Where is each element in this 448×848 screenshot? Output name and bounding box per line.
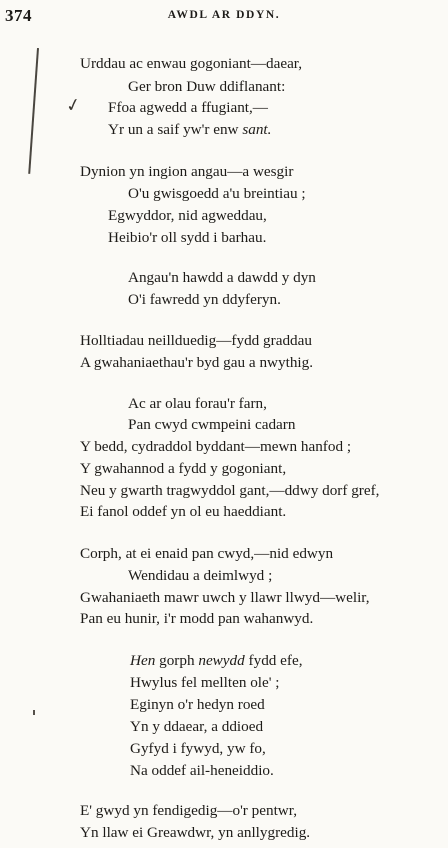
poem-line: Eginyn o'r hedyn roed	[130, 696, 265, 713]
poem-line: Ffoa agwedd a ffugiant,—	[108, 99, 268, 116]
poem-line: Y bedd, cydraddol byddant—mewn hanfod ;	[80, 438, 352, 455]
poem-line: E' gwyd yn fendigedig—o'r pentwr,	[80, 802, 298, 819]
poem-line: Gwahaniaeth mawr uwch y llawr llwyd—welir,	[80, 589, 370, 606]
poem-line: Hen gorph newydd fydd efe,	[130, 652, 303, 669]
running-head: AWDL AR DDYN.	[167, 9, 281, 21]
poem-line: Hwylus fel mellten ole' ;	[130, 674, 280, 691]
margin-pencil-line	[28, 48, 38, 174]
page-number: 374	[5, 6, 32, 25]
poem-line: O'u gwisgoedd a'u breintiau ;	[128, 185, 306, 202]
poem-line: Ac ar olau forau'r farn,	[128, 395, 267, 412]
poem-line: Urddau ac enwau gogoniant—daear,	[80, 55, 303, 72]
poem-line: Angau'n hawdd a dawdd y dyn	[128, 269, 316, 286]
poem-line: Heibio'r oll sydd i barhau.	[108, 229, 267, 246]
poem-line: Yr un a saif yw'r enw sant.	[108, 121, 272, 138]
poem-line: Ger bron Duw ddiflanant:	[128, 78, 286, 95]
poem-line: Neu y gwarth tragwyddol gant,—ddwy dorf gref,	[80, 482, 380, 499]
poem-line: Y gwahannod a fydd y gogoniant,	[80, 460, 287, 477]
poem-line: Dynion yn ingion angau—a wesgir	[80, 163, 294, 180]
poem-line: Yn llaw ei Greawdwr, yn anllygredig.	[80, 824, 311, 841]
poem-line: Pan cwyd cwmpeini cadarn	[128, 416, 296, 433]
margin-check-mark-icon: ✓	[63, 93, 83, 117]
poem-line: O'i fawredd yn ddyferyn.	[128, 291, 281, 308]
poem-line: Pan eu hunir, i'r modd pan wahanwyd.	[80, 610, 314, 627]
poem-line: Wendidau a deimlwyd ;	[128, 567, 273, 584]
poem-line: Ei fanol oddef yn ol eu haeddiant.	[80, 503, 287, 520]
poem-line: Na oddef ail-heneiddio.	[130, 762, 274, 779]
margin-ink-dot	[33, 710, 35, 715]
poem-line: Egwyddor, nid agweddau,	[108, 207, 267, 224]
poem-line: A gwahaniaethau'r byd gau a nwythig.	[80, 354, 314, 371]
poem-line: Corph, at ei enaid pan cwyd,—nid edwyn	[80, 545, 334, 562]
poem-line: Gyfyd i fywyd, yw fo,	[130, 740, 266, 757]
poem-line: Yn y ddaear, a ddioed	[130, 718, 264, 735]
poem-line: Holltiadau neillduedig—fydd graddau	[80, 332, 312, 349]
